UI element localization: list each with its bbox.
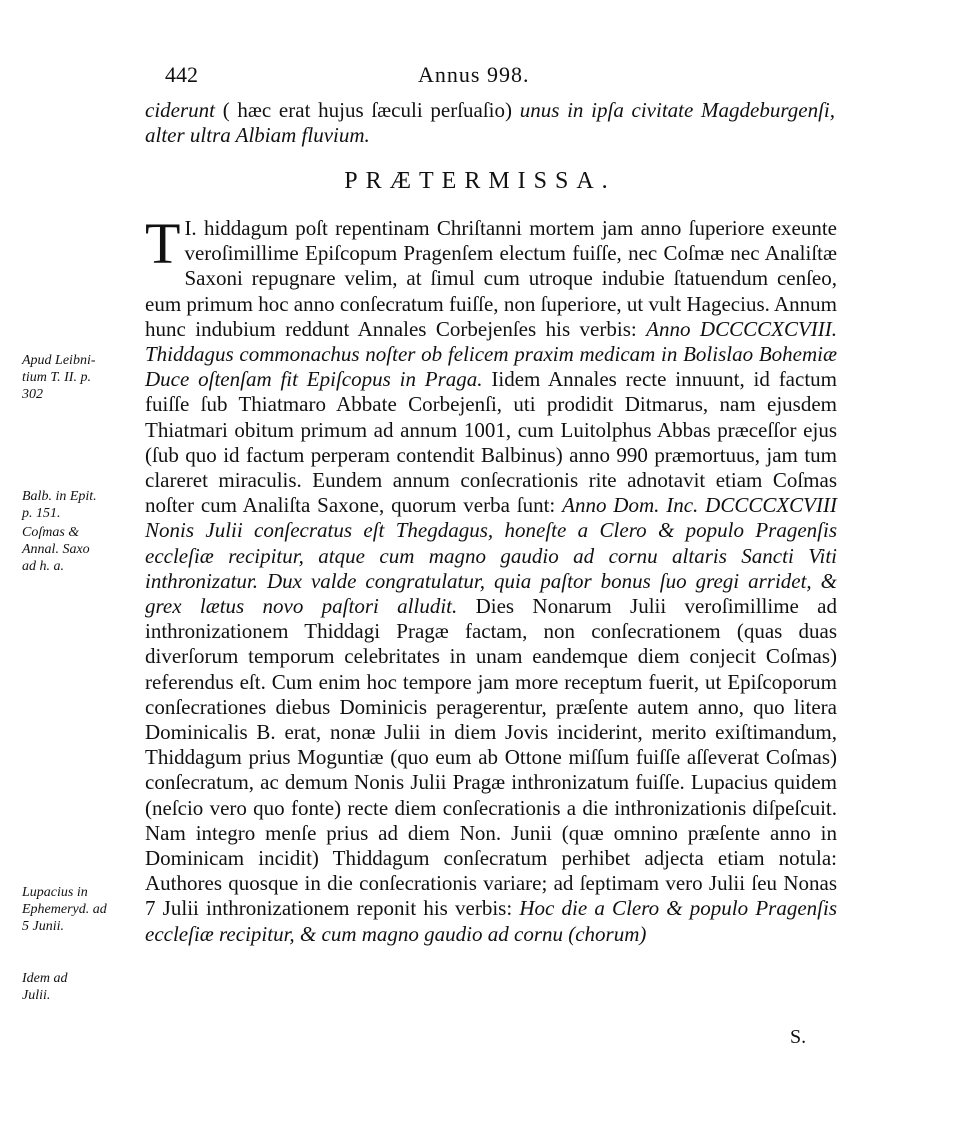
margin-note-cosmas: [22, 524, 144, 575]
margin-note-idem: [22, 970, 144, 1004]
margin-line: Coſmas &: [22, 525, 80, 540]
paragraph-number: I.: [184, 216, 197, 240]
margin-line: Balb. in Epit.: [22, 489, 97, 504]
paragraph-text-3: Dies Nonarum Julii veroſimillime ad inthronizationem Thiddagi Pragæ factam, non conſecrationem (quas duas diverſorum temporum celebritates in unam eandemque diem conjecit Coſmas) referendus eſt. Cum enim hoc tempore jam more receptum fuerit, ut Epiſcoporum conſecrationes diebus Dominicis peragerentur, præſente autem anno, quo litera Dominicalis B. erat, nonæ Julii in diem Jovis inciderint, merito exiſtimandum, Thiddagum prius Moguntiæ (quo eum ab Ottone miſſum fuiſſe aſſeverat Coſmas) conſecratum, ac demum Nonis Julii Pragæ inthronizatum fuiſſe. Lupacius quidem (neſcio vero quo fonte) recte diem conſecrationis a die inthronizationis diſpeſcuit. Nam integro menſe prius ad diem Non. Junii (quæ omnino præſente anno in Dominicam incidit) Thiddagum conſecratum perhibet adjecta etiam notula: Authores quosque in die conſecrationis variare; ad ſeptimam vero Julii ſeu Nonas 7 Julii inthronizationem reponit his verbis:: [145, 594, 837, 921]
margin-line: Annal. Saxo: [22, 542, 90, 557]
margin-note-lupacius: [22, 884, 144, 935]
margin-note-leibnitz: [22, 352, 144, 403]
margin-line: Lupacius in: [22, 885, 88, 900]
margin-line: p. 151.: [22, 506, 61, 521]
catchword: S.: [790, 1026, 807, 1048]
margin-line: Idem ad: [22, 971, 68, 986]
margin-line: 302: [22, 387, 43, 402]
quote-cosmas: Anno Dom. Inc. DCCCCXCVIII Nonis Julii conſecratus eſt Thegdagus, honeſte a Clero & populo Pragenſis eccleſiæ recipitur, atque cum magno gaudio ad cornu altaris Sancti Viti inthronizatur. Dux valde congratulatur, quia paſtor bonus ſuo gregi arridet, & grex lætus novo paſtori alludit.: [145, 493, 837, 619]
paragraph-text-1: hiddagum poſt repentinam Chriſtanni mortem jam anno ſuperiore exeunte veroſimillime Epiſcopum Pragenſem electum fuiſſe, nec Coſmæ nec Analiſtæ Saxoni repugnare velim, at ſimul cum utroque indubie ſtatuendum cenſeo, eum primum hoc anno conſecratum fuiſſe, non ſuperiore, ut vult Hagecius. Annum hunc indubium reddunt Annales Corbejenſes his verbis:: [145, 216, 838, 341]
margin-line: Apud Leibni-: [22, 353, 96, 368]
continuation-word: ciderunt: [145, 98, 215, 122]
continuation-aside: ( hæc erat hujus ſæculi perſuaſio): [214, 98, 520, 122]
margin-line: 5 Junii.: [22, 919, 64, 934]
main-paragraph: [145, 211, 838, 947]
continuation-italic: unus in ipſa civitate Magdeburgenſi, alter ultra Albiam fluvium.: [145, 98, 835, 147]
margin-line: tium T. II. p.: [22, 370, 91, 385]
continuation-text: [145, 98, 835, 148]
quote-lupacius: Hoc die a Clero & populo Pragenſis eccleſiæ recipitur, & cum magno gaudio ad cornu (chorum): [145, 896, 837, 946]
section-title: PRÆTERMISSA.: [344, 168, 616, 194]
paragraph-text-2: Iidem Annales recte innuunt, id factum fuiſſe ſub Thiatmaro Abbate Corbejenſi, uti prodidit Ditmarus, nam ejusdem Thiatmari obitum primum ad annum 1001, cum Luitolphus Abbas præceſſor ejus (ſub quo id factum perperam contendit Balbinus) anno 990 præmortuus, jam tum clareret miraculis. Eundem annum conſecrationis rite adnotavit etiam Coſmas noſter cum Analiſta Saxone, quorum verba ſunt:: [145, 367, 837, 518]
margin-note-balbinus: [22, 488, 144, 522]
quote-annales-corbejenses: Anno DCCCCXCVIII. Thiddagus commonachus noſter ob felicem praxim medicam in Bolislao Bohemiæ Duce oſtenſam fit Epiſcopus in Praga.: [145, 316, 838, 392]
margin-line: Ephemeryd. ad: [22, 902, 107, 917]
page-header: [0, 62, 960, 92]
margin-line: ad h. a.: [22, 559, 64, 574]
running-title: Annus 998.: [418, 62, 530, 87]
drop-cap: T: [145, 211, 181, 276]
margin-line: Julii.: [22, 988, 51, 1003]
page-number: 442: [165, 62, 198, 87]
